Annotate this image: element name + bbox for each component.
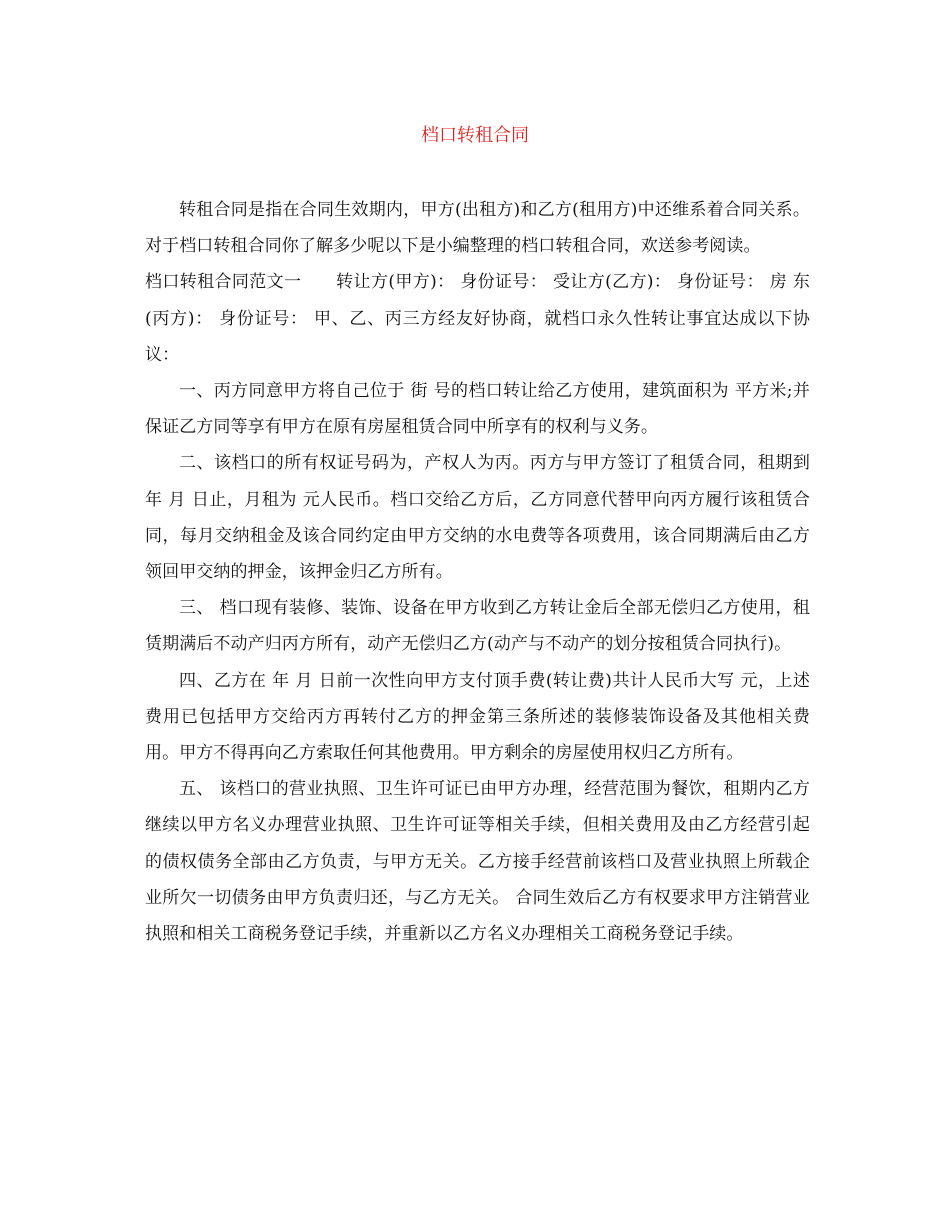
clause-4: 四、乙方在 年 月 日前一次性向甲方支付顶手费(转让费)共计人民币大写 元，上述费用已包括甲方交给丙方再转付乙方的押金第三条所述的装修装饰设备及其他相关费用。甲方不得再向乙方索取任何其他费用。甲方剩余的房屋使用权归乙方所有。 <box>145 670 810 764</box>
document-body <box>145 192 810 952</box>
clause-1: 一、丙方同意甲方将自己位于 街 号的档口转让给乙方使用，建筑面积为 平方米;并保证乙方同等享有甲方在原有房屋租赁合同中所享有的权利与义务。 <box>145 381 810 438</box>
clause-5: 五、 该档口的营业执照、卫生许可证已由甲方办理，经营范围为餐饮，租期内乙方继续以甲方名义办理营业执照、卫生许可证等相关手续，但相关费用及由乙方经营引起的债权债务全部由乙方负责，与甲方无关。乙方接手经营前该档口及营业执照上所载企业所欠一切债务由甲方负责归还，与乙方无关。 合同生效后乙方有权要求甲方注销营业执照和相关工商税务登记手续，并重新以乙方名义办理相关工商税务登记手续。 <box>145 779 810 945</box>
clause-3: 三、 档口现有装修、装饰、设备在甲方收到乙方转让金后全部无偿归乙方使用，租赁期满后不动产归丙方所有，动产无偿归乙方(动产与不动产的划分按租赁合同执行)。 <box>145 598 810 655</box>
clause-2: 二、该档口的所有权证号码为，产权人为丙。丙方与甲方签订了租赁合同，租期到 年 月 日止，月租为 元人民币。档口交给乙方后，乙方同意代替甲向丙方履行该租赁合同，每月交纳租金及该合同约定由甲方交纳的水电费等各项费用，该合同期满后由乙方领回甲交纳的押金，该押金归乙方所有。 <box>145 453 810 583</box>
parties-paragraph: 档口转租合同范文一 转让方(甲方)： 身份证号： 受让方(乙方)： 身份证号： 房 东(丙方)： 身份证号： 甲、乙、丙三方经友好协商，就档口永久性转让事宜达成以下协议： <box>145 272 810 365</box>
document-title: 档口转租合同 <box>421 125 529 146</box>
intro-paragraph: 转租合同是指在合同生效期内，甲方(出租方)和乙方(租用方)中还维系着合同关系。对于档口转租合同你了解多少呢以下是小编整理的档口转租合同，欢送参考阅读。 <box>145 200 810 257</box>
